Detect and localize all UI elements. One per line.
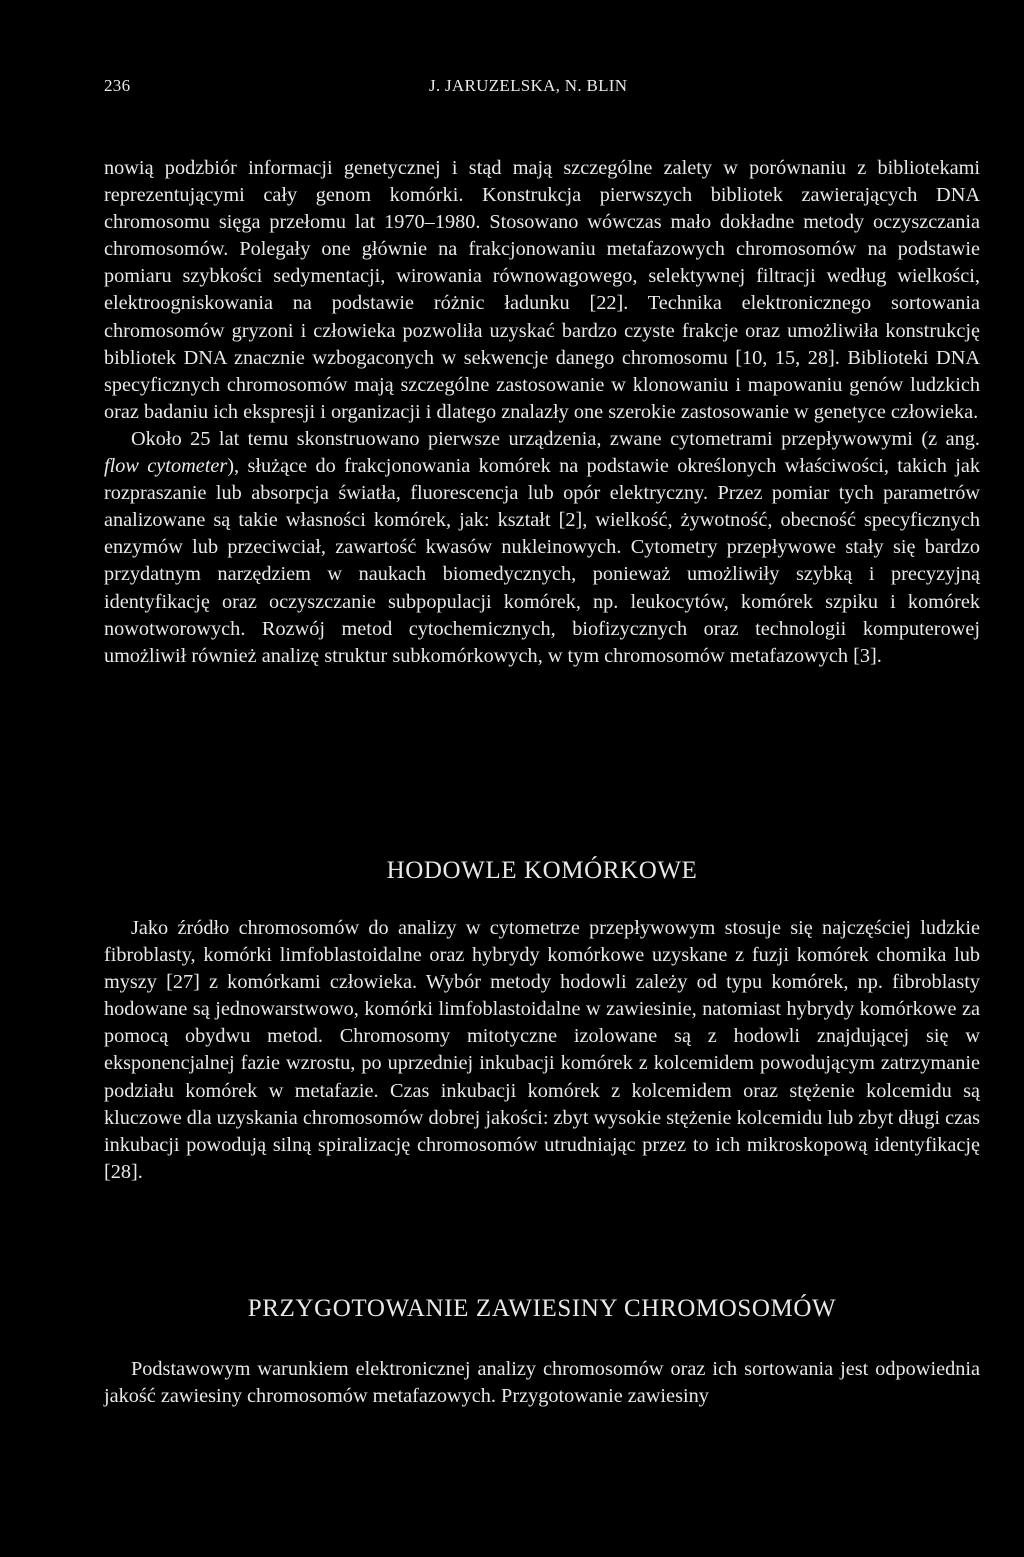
section-text — [104, 915, 980, 1186]
body-paragraph: nowią podzbiór informacji genetycznej i stąd mają szczególne zalety w porównaniu z bibliotekami reprezentującymi cały genom komórki. Konstrukcja pierwszych bibliotek zawierających DNA chromosomu sięga przełomu lat 1970–1980. Stosowano wówczas mało dokładne metody oczyszczania chromosomów. Polegały one głównie na frakcjonowaniu metafazowych chromosomów na podstawie pomiaru szybkości sedymentacji, wirowania równowagowego, selektywnej filtracji według wielkości, elektroogniskowania na podstawie różnic ładunku [22]. Technika elektronicznego sortowania chromosomów gryzoni i człowieka pozwoliła uzyskać bardzo czyste frakcje oraz umożliwiła konstrukcję bibliotek DNA znacznie wzbogaconych w sekwencje danego chromosomu [10, 15, 28]. Biblioteki DNA specyficznych chromosomów mają szczególne zastosowanie w klonowaniu i mapowaniu genów ludzkich oraz badaniu ich ekspresji i organizacji i dlatego znalazły one szerokie zastosowanie w genetyce człowieka. — [104, 157, 980, 423]
body-paragraph — [104, 426, 980, 670]
section-heading: HODOWLE KOMÓRKOWE — [386, 857, 698, 884]
body-paragraph: Jako źródło chromosomów do analizy w cytometrze przepływowym stosuje się najczęściej ludzkie fibroblasty, komórki limfoblastoidalne oraz hybrydy komórkowe uzyskane z fuzji komórek chomika lub myszy [27] z komórkami człowieka. Wybór metody hodowli zależy od typu komórek, np. fibroblasty hodowane są jednowarstwowo, komórki limfoblastoidalne w zawiesinie, natomiast hybrydy komórkowe za pomocą obydwu metod. Chromosomy mitotyczne izolowane są z hodowli znajdującej się w eksponencjalnej fazie wzrostu, po uprzedniej inkubacji komórek z kolcemidem powodującym zatrzymanie podziału komórek w metafazie. Czas inkubacji komórek z kolcemidem oraz stężenie kolcemidu są kluczowe dla uzyskania chromosomów dobrej jakości: zbyt wysokie stężenie kolcemidu lub zbyt długi czas inkubacji powodują silną spiralizację chromosomów utrudniając przez to ich mikroskopową identyfikację [28]. — [104, 917, 980, 1183]
paragraph-text: ), służące do frakcjonowania komórek na podstawie określonych właściwości, takich jak rozpraszanie lub absorpcja światła, fluorescencja lub opór elektryczny. Przez pomiar tych parametrów analizowane są takie własności komórek, jak: kształt [2], wielkość, żywotność, obecność specyficznych enzymów lub przeciwciał, zawartość kwasów nukleinowych. Cytometry przepływowe stały się bardzo przydatnym narzędziem w naukach biomedycznych, ponieważ umożliwiły szybką i precyzyjną identyfikację oraz oczyszczanie subpopulacji komórek, np. leukocytów, komórek szpiku i komórek nowotworowych. Rozwój metod cytochemicznych, biofizycznych oraz technologii komputerowej umożliwił również analizę struktur subkomórkowych, w tym chromosomów metafazowych [3]. — [104, 455, 980, 667]
continued-section-text — [104, 155, 980, 670]
page-number: 236 — [104, 76, 131, 95]
section-heading: PRZYGOTOWANIE ZAWIESINY CHROMOSOMÓW — [247, 1295, 837, 1322]
running-header — [104, 74, 980, 98]
italic-term: flow cytometer — [104, 455, 228, 478]
running-title: J. JARUZELSKA, N. BLIN — [429, 76, 628, 95]
section-text — [104, 1356, 980, 1410]
paragraph-text: Około 25 lat temu skonstruowano pierwsze urządzenia, zwane cytometrami przepływowymi (z ang. — [131, 427, 980, 450]
body-paragraph: Podstawowym warunkiem elektronicznej analizy chromosomów oraz ich sortowania jest odpowiednia jakość zawiesiny chromosomów metafazowych. Przygotowanie zawiesiny — [104, 1358, 980, 1408]
